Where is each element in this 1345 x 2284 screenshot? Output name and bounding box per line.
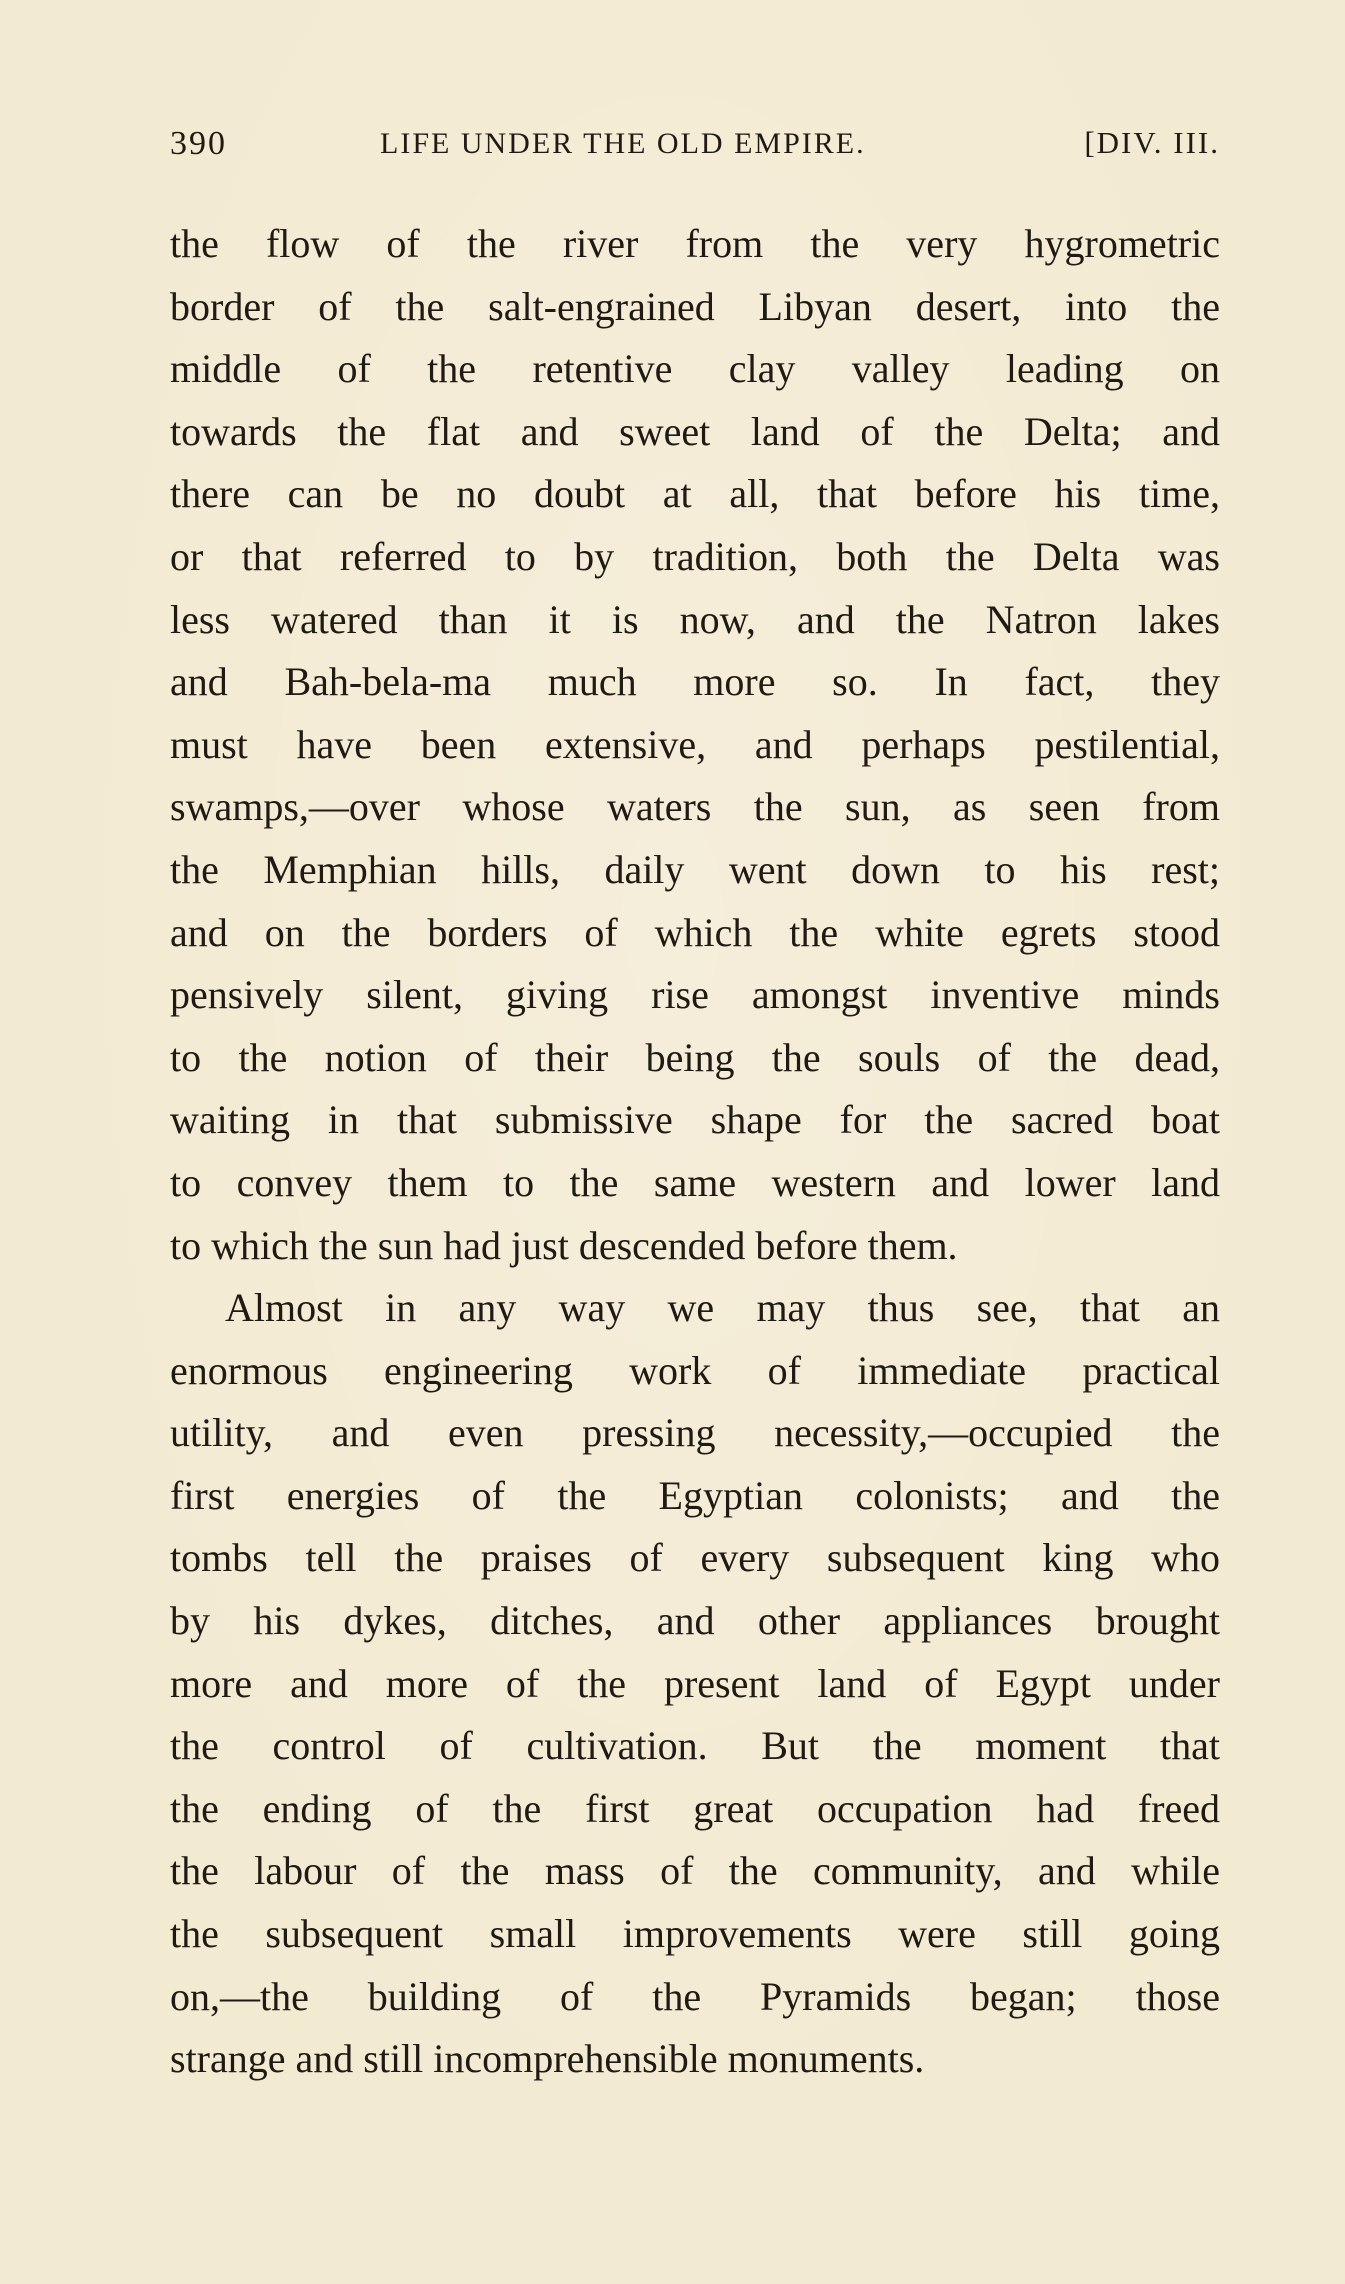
text-line: swamps,—over whose waters the sun, as seen from xyxy=(170,784,1220,830)
text-line: middle of the retentive clay valley leading on xyxy=(170,346,1220,392)
text-line: the subsequent small improvements were still going xyxy=(170,1911,1220,1957)
text-line: waiting in that submissive shape for the sacred boat xyxy=(170,1097,1220,1143)
text-line: to convey them to the same western and lower land xyxy=(170,1159,1220,1205)
text-line: border of the salt-engrained Libyan desert, into the xyxy=(170,283,1220,329)
text-line: to the notion of their being the souls of the dead, xyxy=(170,1034,1220,1080)
text-line: the ending of the first great occupation had freed xyxy=(170,1785,1220,1831)
text-line: must have been extensive, and perhaps pestilential, xyxy=(170,721,1220,767)
text-line: towards the flat and sweet land of the Delta; and xyxy=(170,408,1220,454)
text-line: there can be no doubt at all, that before his time, xyxy=(170,471,1220,517)
text-line: by his dykes, ditches, and other appliances brought xyxy=(170,1598,1220,1644)
text-line: the flow of the river from the very hygrometric xyxy=(170,221,1220,266)
text-line: and on the borders of which the white egrets stood xyxy=(170,909,1220,955)
text-line: the labour of the mass of the community, and while xyxy=(170,1848,1220,1894)
text-line: on,—the building of the Pyramids began; those xyxy=(170,1973,1220,2019)
page-number: 390 xyxy=(170,125,227,162)
text-line: more and more of the present land of Egypt under xyxy=(170,1660,1220,1706)
text-line: the Memphian hills, daily went down to his rest; xyxy=(170,846,1220,892)
text-line: first energies of the Egyptian colonists; and the xyxy=(170,1472,1220,1518)
division-marker: [DIV. III. xyxy=(1084,125,1220,160)
text-line: the control of cultivation. But the moment that xyxy=(170,1723,1220,1769)
running-head xyxy=(170,125,1220,175)
text-line: or that referred to by tradition, both the Delta was xyxy=(170,533,1220,579)
running-title: LIFE UNDER THE OLD EMPIRE. xyxy=(380,127,866,160)
text-line: and Bah-bela-ma much more so. In fact, they xyxy=(170,659,1220,705)
body-text xyxy=(170,213,1220,2091)
paragraph-end-line: strange and still incomprehensible monuments. xyxy=(170,2036,925,2082)
text-line: utility, and even pressing necessity,—occupied the xyxy=(170,1410,1220,1456)
paragraph-start-line: Almost in any way we may thus see, that an xyxy=(225,1285,1220,1331)
text-line: pensively silent, giving rise amongst inventive minds xyxy=(170,972,1220,1018)
text-line: less watered than it is now, and the Natron lakes xyxy=(170,596,1220,642)
paragraph-end-line: to which the sun had just descended before them. xyxy=(170,1222,958,1268)
text-line: enormous engineering work of immediate practical xyxy=(170,1347,1220,1393)
text-line: tombs tell the praises of every subsequent king who xyxy=(170,1535,1220,1581)
